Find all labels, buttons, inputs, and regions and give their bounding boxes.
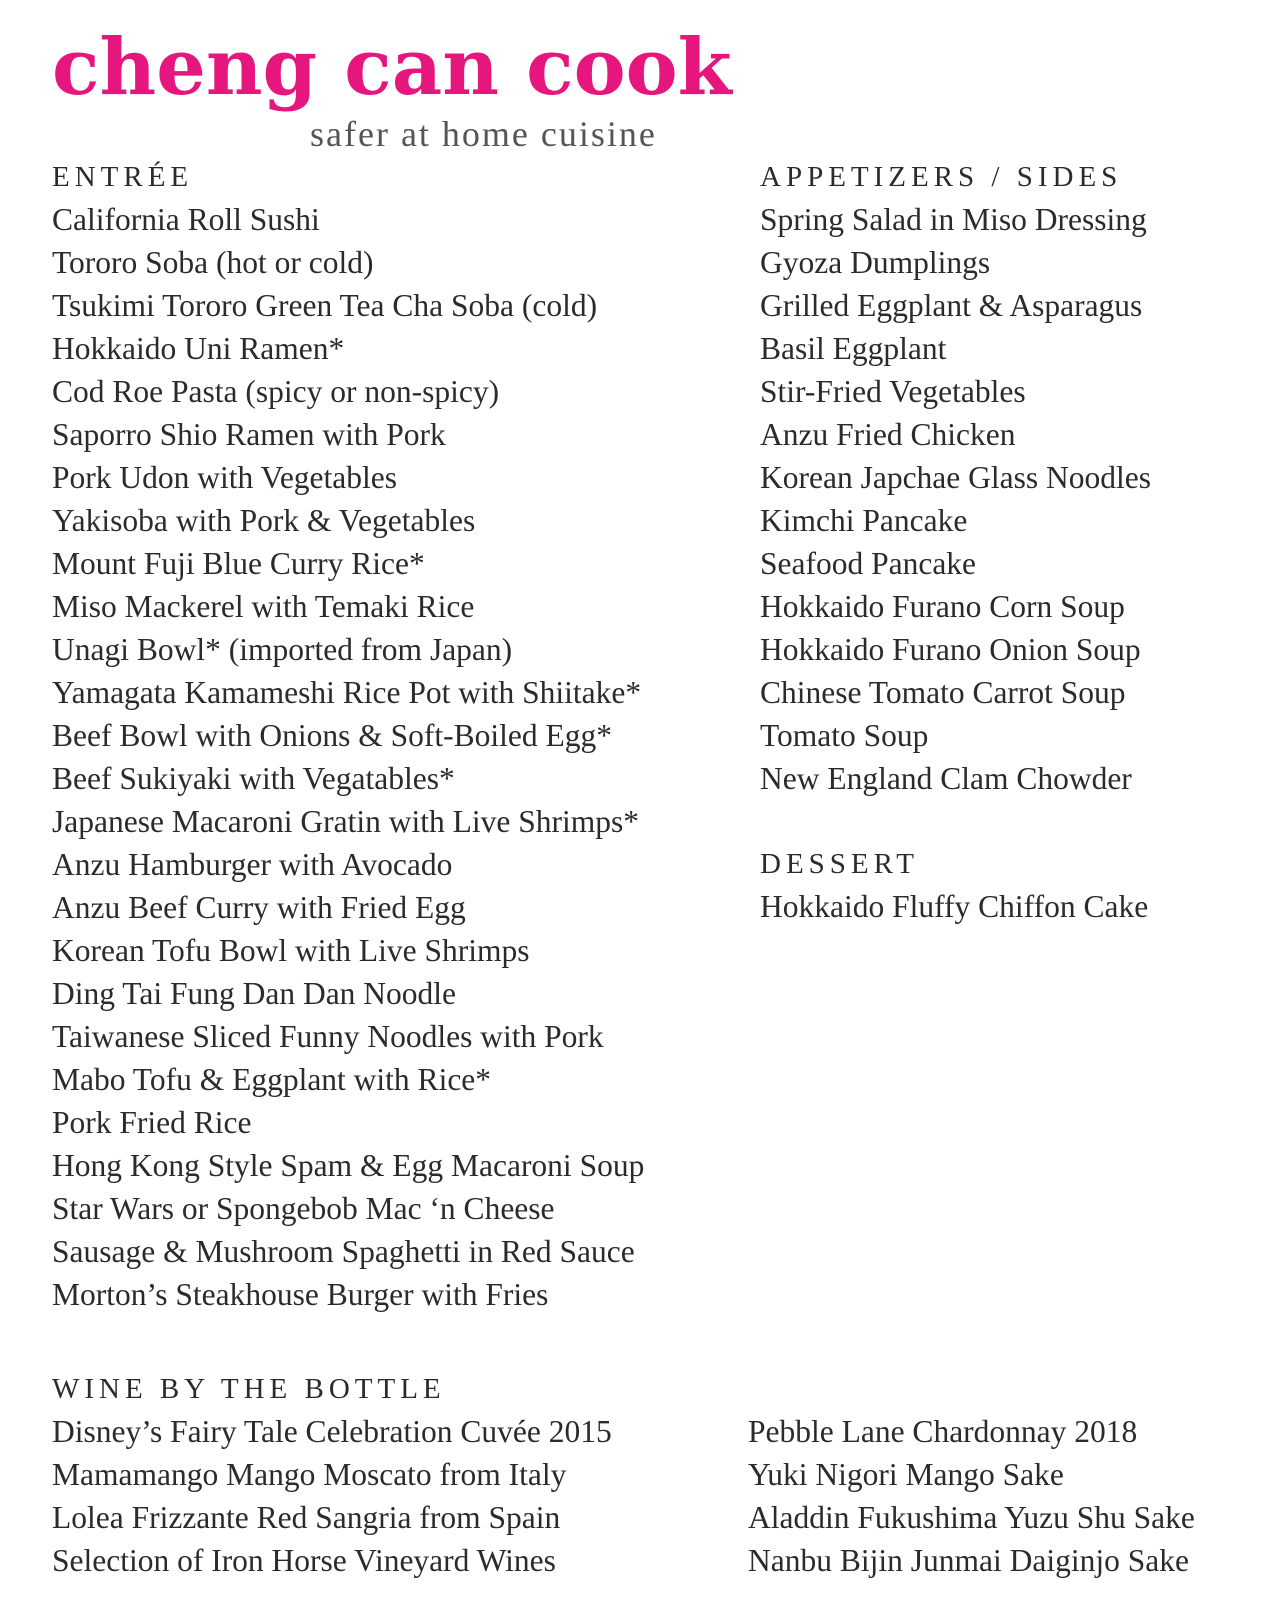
- wine-list-right: [748, 1410, 1195, 1582]
- menu-item: Miso Mackerel with Temaki Rice: [52, 589, 475, 624]
- menu-item: Saporro Shio Ramen with Pork: [52, 417, 446, 452]
- menu-item: Beef Sukiyaki with Vegatables*: [52, 761, 455, 796]
- menu-item: Seafood Pancake: [760, 546, 977, 581]
- brand-header: [52, 18, 732, 154]
- entree-heading: ENTRÉE: [52, 161, 194, 193]
- dessert-list: [760, 885, 1148, 928]
- menu-item: Taiwanese Sliced Funny Noodles with Pork: [52, 1019, 604, 1054]
- menu-item: Yakisoba with Pork & Vegetables: [52, 503, 476, 538]
- wine-item: Pebble Lane Chardonnay 2018: [748, 1414, 1138, 1449]
- menu-item: Basil Eggplant: [760, 331, 947, 366]
- wine-item: Mamamango Mango Moscato from Italy: [52, 1457, 567, 1492]
- menu-item: Hokkaido Uni Ramen*: [52, 331, 345, 366]
- menu-item: Cod Roe Pasta (spicy or non-spicy): [52, 374, 500, 409]
- wine-item: Disney’s Fairy Tale Celebration Cuvée 2015: [52, 1414, 612, 1449]
- menu-item: Star Wars or Spongebob Mac ‘n Cheese: [52, 1191, 555, 1226]
- wine-list-left: [52, 1410, 612, 1582]
- wine-section-right: [748, 1410, 1195, 1582]
- menu-item: Pork Udon with Vegetables: [52, 460, 398, 495]
- menu-item: Sausage & Mushroom Spaghetti in Red Sauce: [52, 1234, 635, 1269]
- menu-item: Tomato Soup: [760, 718, 929, 753]
- menu-item: Anzu Fried Chicken: [760, 417, 1016, 452]
- wine-item: Yuki Nigori Mango Sake: [748, 1457, 1064, 1492]
- menu-item: Stir-Fried Vegetables: [760, 374, 1026, 409]
- menu-item: Tsukimi Tororo Green Tea Cha Soba (cold): [52, 288, 598, 323]
- entree-list: [52, 198, 644, 1316]
- menu-item: Chinese Tomato Carrot Soup: [760, 675, 1126, 710]
- menu-item: New England Clam Chowder: [760, 761, 1132, 796]
- appetizers-list: [760, 198, 1151, 800]
- menu-item: Anzu Hamburger with Avocado: [52, 847, 453, 882]
- wine-heading: WINE BY THE BOTTLE: [52, 1373, 446, 1405]
- wine-item: Aladdin Fukushima Yuzu Shu Sake: [748, 1500, 1195, 1535]
- dessert-section: [760, 843, 1148, 928]
- wine-item: Lolea Frizzante Red Sangria from Spain: [52, 1500, 561, 1535]
- menu-item: Yamagata Kamameshi Rice Pot with Shiitake*: [52, 675, 642, 710]
- menu-item: Unagi Bowl* (imported from Japan): [52, 632, 513, 667]
- menu-item: Pork Fried Rice: [52, 1105, 252, 1140]
- wine-item: Nanbu Bijin Junmai Daiginjo Sake: [748, 1543, 1189, 1578]
- menu-item: Hokkaido Furano Corn Soup: [760, 589, 1125, 624]
- brand-tagline: safer at home cuisine: [310, 114, 657, 154]
- menu-item: Japanese Macaroni Gratin with Live Shrimps*: [52, 804, 639, 839]
- menu-item: Anzu Beef Curry with Fried Egg: [52, 890, 466, 925]
- wine-item: Selection of Iron Horse Vineyard Wines: [52, 1543, 556, 1578]
- menu-item: Hong Kong Style Spam & Egg Macaroni Soup: [52, 1148, 645, 1183]
- entree-section: [52, 156, 644, 1316]
- menu-item: Kimchi Pancake: [760, 503, 968, 538]
- menu-item: Morton’s Steakhouse Burger with Fries: [52, 1277, 549, 1312]
- appetizers-section: [760, 156, 1151, 800]
- menu-item: California Roll Sushi: [52, 202, 320, 237]
- menu-item: Hokkaido Furano Onion Soup: [760, 632, 1141, 667]
- menu-item: Spring Salad in Miso Dressing: [760, 202, 1147, 237]
- brand-title: cheng can cook: [52, 22, 732, 113]
- menu-item: Grilled Eggplant & Asparagus: [760, 288, 1143, 323]
- dessert-heading: DESSERT: [760, 848, 919, 880]
- wine-section: [52, 1368, 612, 1582]
- menu-item: Gyoza Dumplings: [760, 245, 991, 280]
- menu-item: Hokkaido Fluffy Chiffon Cake: [760, 889, 1149, 924]
- menu-item: Korean Japchae Glass Noodles: [760, 460, 1151, 495]
- menu-item: Mount Fuji Blue Curry Rice*: [52, 546, 425, 581]
- menu-item: Tororo Soba (hot or cold): [52, 245, 374, 280]
- menu-item: Korean Tofu Bowl with Live Shrimps: [52, 933, 530, 968]
- menu-item: Mabo Tofu & Eggplant with Rice*: [52, 1062, 492, 1097]
- menu-item: Beef Bowl with Onions & Soft-Boiled Egg*: [52, 718, 612, 753]
- menu-item: Ding Tai Fung Dan Dan Noodle: [52, 976, 457, 1011]
- appetizers-heading: APPETIZERS / SIDES: [760, 161, 1123, 193]
